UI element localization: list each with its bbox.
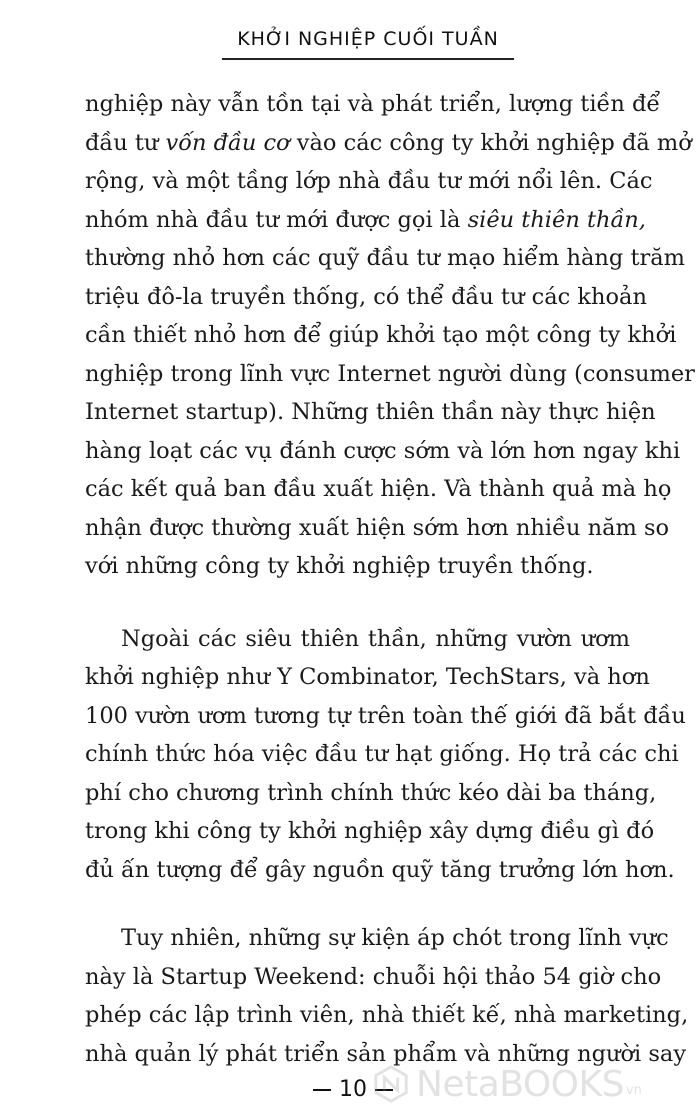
text-line: khởi nghiệp như Y Combinator, TechStars, và hơn [85,664,650,690]
watermark-text: NetaBOOKS [416,1063,624,1105]
text-line: thường nhỏ hơn các quỹ đầu tư mạo hiểm hàng trăm [85,245,685,271]
text-line: nhóm nhà đầu tư mới được gọi là siêu thiên thần, [85,206,646,233]
text-line: Internet startup). Những thiên thần này thực hiện [85,399,656,425]
text-line: trong khi công ty khởi nghiệp xây dựng điều gì đó [85,818,655,844]
text-line: đầu tư vốn đầu cơ vào các công ty khởi nghiệp đã mở [85,129,692,156]
text-line: nghiệp trong lĩnh vực Internet người dùng (consumer [85,360,695,387]
running-header [222,24,514,60]
text-line: rộng, và một tầng lớp nhà đầu tư mới nổi lên. Các [85,168,653,194]
text-line: chính thức hóa việc đầu tư hạt giống. Họ trả các chi [85,741,679,767]
emphasis-term: siêu thiên thần, [467,206,646,233]
paragraph-gap [85,586,630,620]
emphasis-term: vốn đầu cơ [165,129,290,156]
text-line: nhận được thường xuất hiện sớm hơn nhiều năm so [85,514,670,541]
watermark-logo-icon [372,1065,410,1103]
text-line: phí cho chương trình chính thức kéo dài ba tháng, [85,779,657,806]
text-line: nghiệp này vẫn tồn tại và phát triển, lượng tiền để [85,91,661,117]
text-line: với những công ty khởi nghiệp truyền thống. [85,553,594,579]
text-line: này là Startup Weekend: chuỗi hội thảo 54 giờ cho [85,963,662,990]
text-line: hàng loạt các vụ đánh cược sớm và lớn hơn ngay khi [85,437,681,464]
text-line: nhà quản lý phát triển sản phẩm và những người say [85,1040,687,1067]
book-title: KHỞI NGHIỆP CUỐI TUẦN [237,28,499,50]
text-line: Ngoài các siêu thiên thần, những vườn ươm [121,625,630,652]
text-line: triệu đô-la truyền thống, có thể đầu tư các khoản [85,283,647,310]
paragraph-gap [85,889,630,919]
watermark [372,1062,642,1106]
body-text [85,85,695,1073]
page-number-value: 10 [339,1077,367,1102]
watermark-suffix: vn [625,1083,642,1098]
text-line: Tuy nhiên, những sự kiện áp chót trong lĩnh vực [121,925,669,951]
text-line: đủ ấn tượng để gây nguồn quỹ tăng trưởng lớn hơn. [85,856,675,883]
text-line: phép các lập trình viên, nhà thiết kế, nhà marketing, [85,1002,689,1028]
text-line: cần thiết nhỏ hơn để giúp khởi tạo một công ty khởi [85,322,677,348]
text-line: 100 vườn ươm tương tự trên toàn thế giới đã bắt đầu [85,702,686,729]
dash-left [313,1089,331,1091]
text-line: các kết quả ban đầu xuất hiện. Và thành quả mà họ [85,476,672,502]
